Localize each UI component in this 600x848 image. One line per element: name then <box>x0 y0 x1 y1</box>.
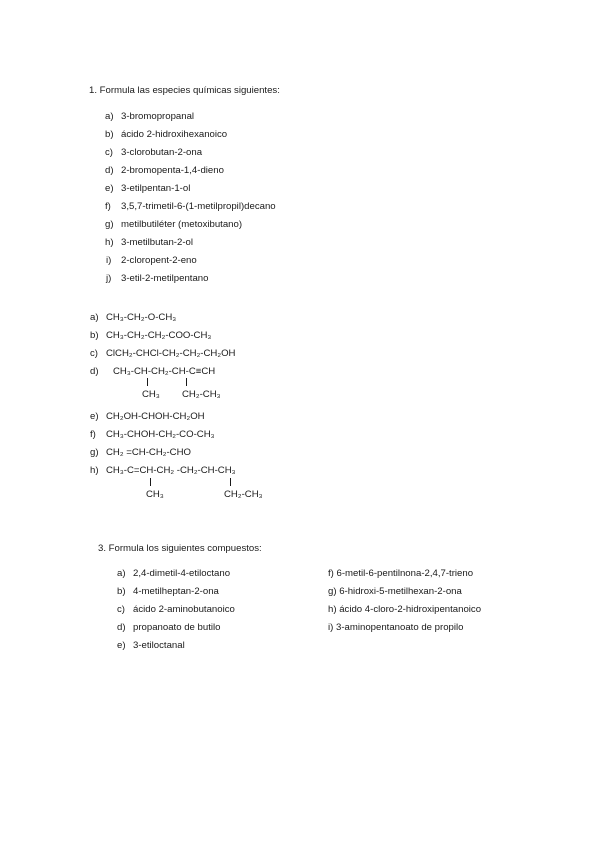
list-item: 3-clorobutan-2-ona <box>121 147 203 158</box>
formula-branch: CH₃ <box>146 489 164 500</box>
list-item-label: b) <box>105 129 114 140</box>
formula: CH₂OH-CHOH-CH₂OH <box>106 411 205 422</box>
list-item-label: e) <box>105 183 114 194</box>
list-item: i) 3-aminopentanoato de propilo <box>328 622 464 633</box>
list-item-label: c) <box>105 147 113 158</box>
list-item-label: a) <box>117 568 126 579</box>
list-item-label: c) <box>117 604 125 615</box>
bond-line <box>147 378 148 386</box>
list-item: 2,4-dimetil-4-etiloctano <box>133 568 231 579</box>
list-item: 3-etilpentan-1-ol <box>121 183 191 194</box>
list-item-label: d) <box>117 622 126 633</box>
formula-branch: CH₃ <box>142 389 160 400</box>
list-item: 3,5,7-trimetil-6-(1-metilpropil)decano <box>121 201 276 212</box>
section1-title: 1. Formula las especies químicas siguientes: <box>89 85 280 96</box>
list-item: 2-cloropent-2-eno <box>121 255 197 266</box>
formula: CH₃-CH-CH₂-CH-C≡CH <box>113 366 216 377</box>
formula-label: a) <box>90 312 99 323</box>
bond-line <box>150 478 151 486</box>
list-item-label: i) <box>106 255 112 266</box>
formula-label: b) <box>90 330 99 341</box>
formula: CH₂ =CH-CH₂-CHO <box>106 447 191 458</box>
list-item: 2-bromopenta-1,4-dieno <box>121 165 224 176</box>
list-item: ácido 2-aminobutanoico <box>133 604 235 615</box>
list-item-label: b) <box>117 586 126 597</box>
list-item-label: e) <box>117 640 126 651</box>
formula-label: f) <box>90 429 96 440</box>
formula-label: e) <box>90 411 99 422</box>
formula-label: c) <box>90 348 98 359</box>
bond-line <box>186 378 187 386</box>
list-item: 3-etiloctanal <box>133 640 185 651</box>
section3-title: 3. Formula los siguientes compuestos: <box>98 543 262 554</box>
formula-label: h) <box>90 465 99 476</box>
bond-line <box>230 478 231 486</box>
formula: CH₃-CH₂-O-CH₃ <box>106 312 177 323</box>
list-item: g) 6-hidroxi-5-metilhexan-2-ona <box>328 586 462 597</box>
list-item-label: a) <box>105 111 114 122</box>
list-item: propanoato de butilo <box>133 622 221 633</box>
list-item: 4-metilheptan-2-ona <box>133 586 219 597</box>
list-item-label: d) <box>105 165 114 176</box>
formula: CH₃-CHOH-CH₂-CO-CH₃ <box>106 429 215 440</box>
list-item: ácido 2-hidroxihexanoico <box>121 129 228 140</box>
formula-label: g) <box>90 447 99 458</box>
list-item-label: j) <box>106 273 112 284</box>
list-item-label: f) <box>105 201 111 212</box>
list-item: 3-etil-2-metilpentano <box>121 273 209 284</box>
list-item-label: g) <box>105 219 114 230</box>
formula-branch: CH₂-CH₃ <box>182 389 221 400</box>
formula: CH₃-C=CH-CH₂ -CH₂-CH-CH₃ <box>106 465 236 476</box>
list-item: metilbutiléter (metoxibutano) <box>121 219 243 230</box>
list-item: f) 6-metil-6-pentilnona-2,4,7-trieno <box>328 568 474 579</box>
list-item-label: h) <box>105 237 114 248</box>
list-item: 3-metilbutan-2-ol <box>121 237 193 248</box>
formula-branch: CH₂-CH₃ <box>224 489 263 500</box>
formula-label: d) <box>90 366 99 377</box>
list-item: 3-bromopropanal <box>121 111 195 122</box>
formula: CH₃-CH₂-CH₂-COO-CH₃ <box>106 330 212 341</box>
list-item: h) ácido 4-cloro-2-hidroxipentanoico <box>328 604 482 615</box>
formula: ClCH₂-CHCl-CH₂-CH₂-CH₂OH <box>106 348 236 359</box>
